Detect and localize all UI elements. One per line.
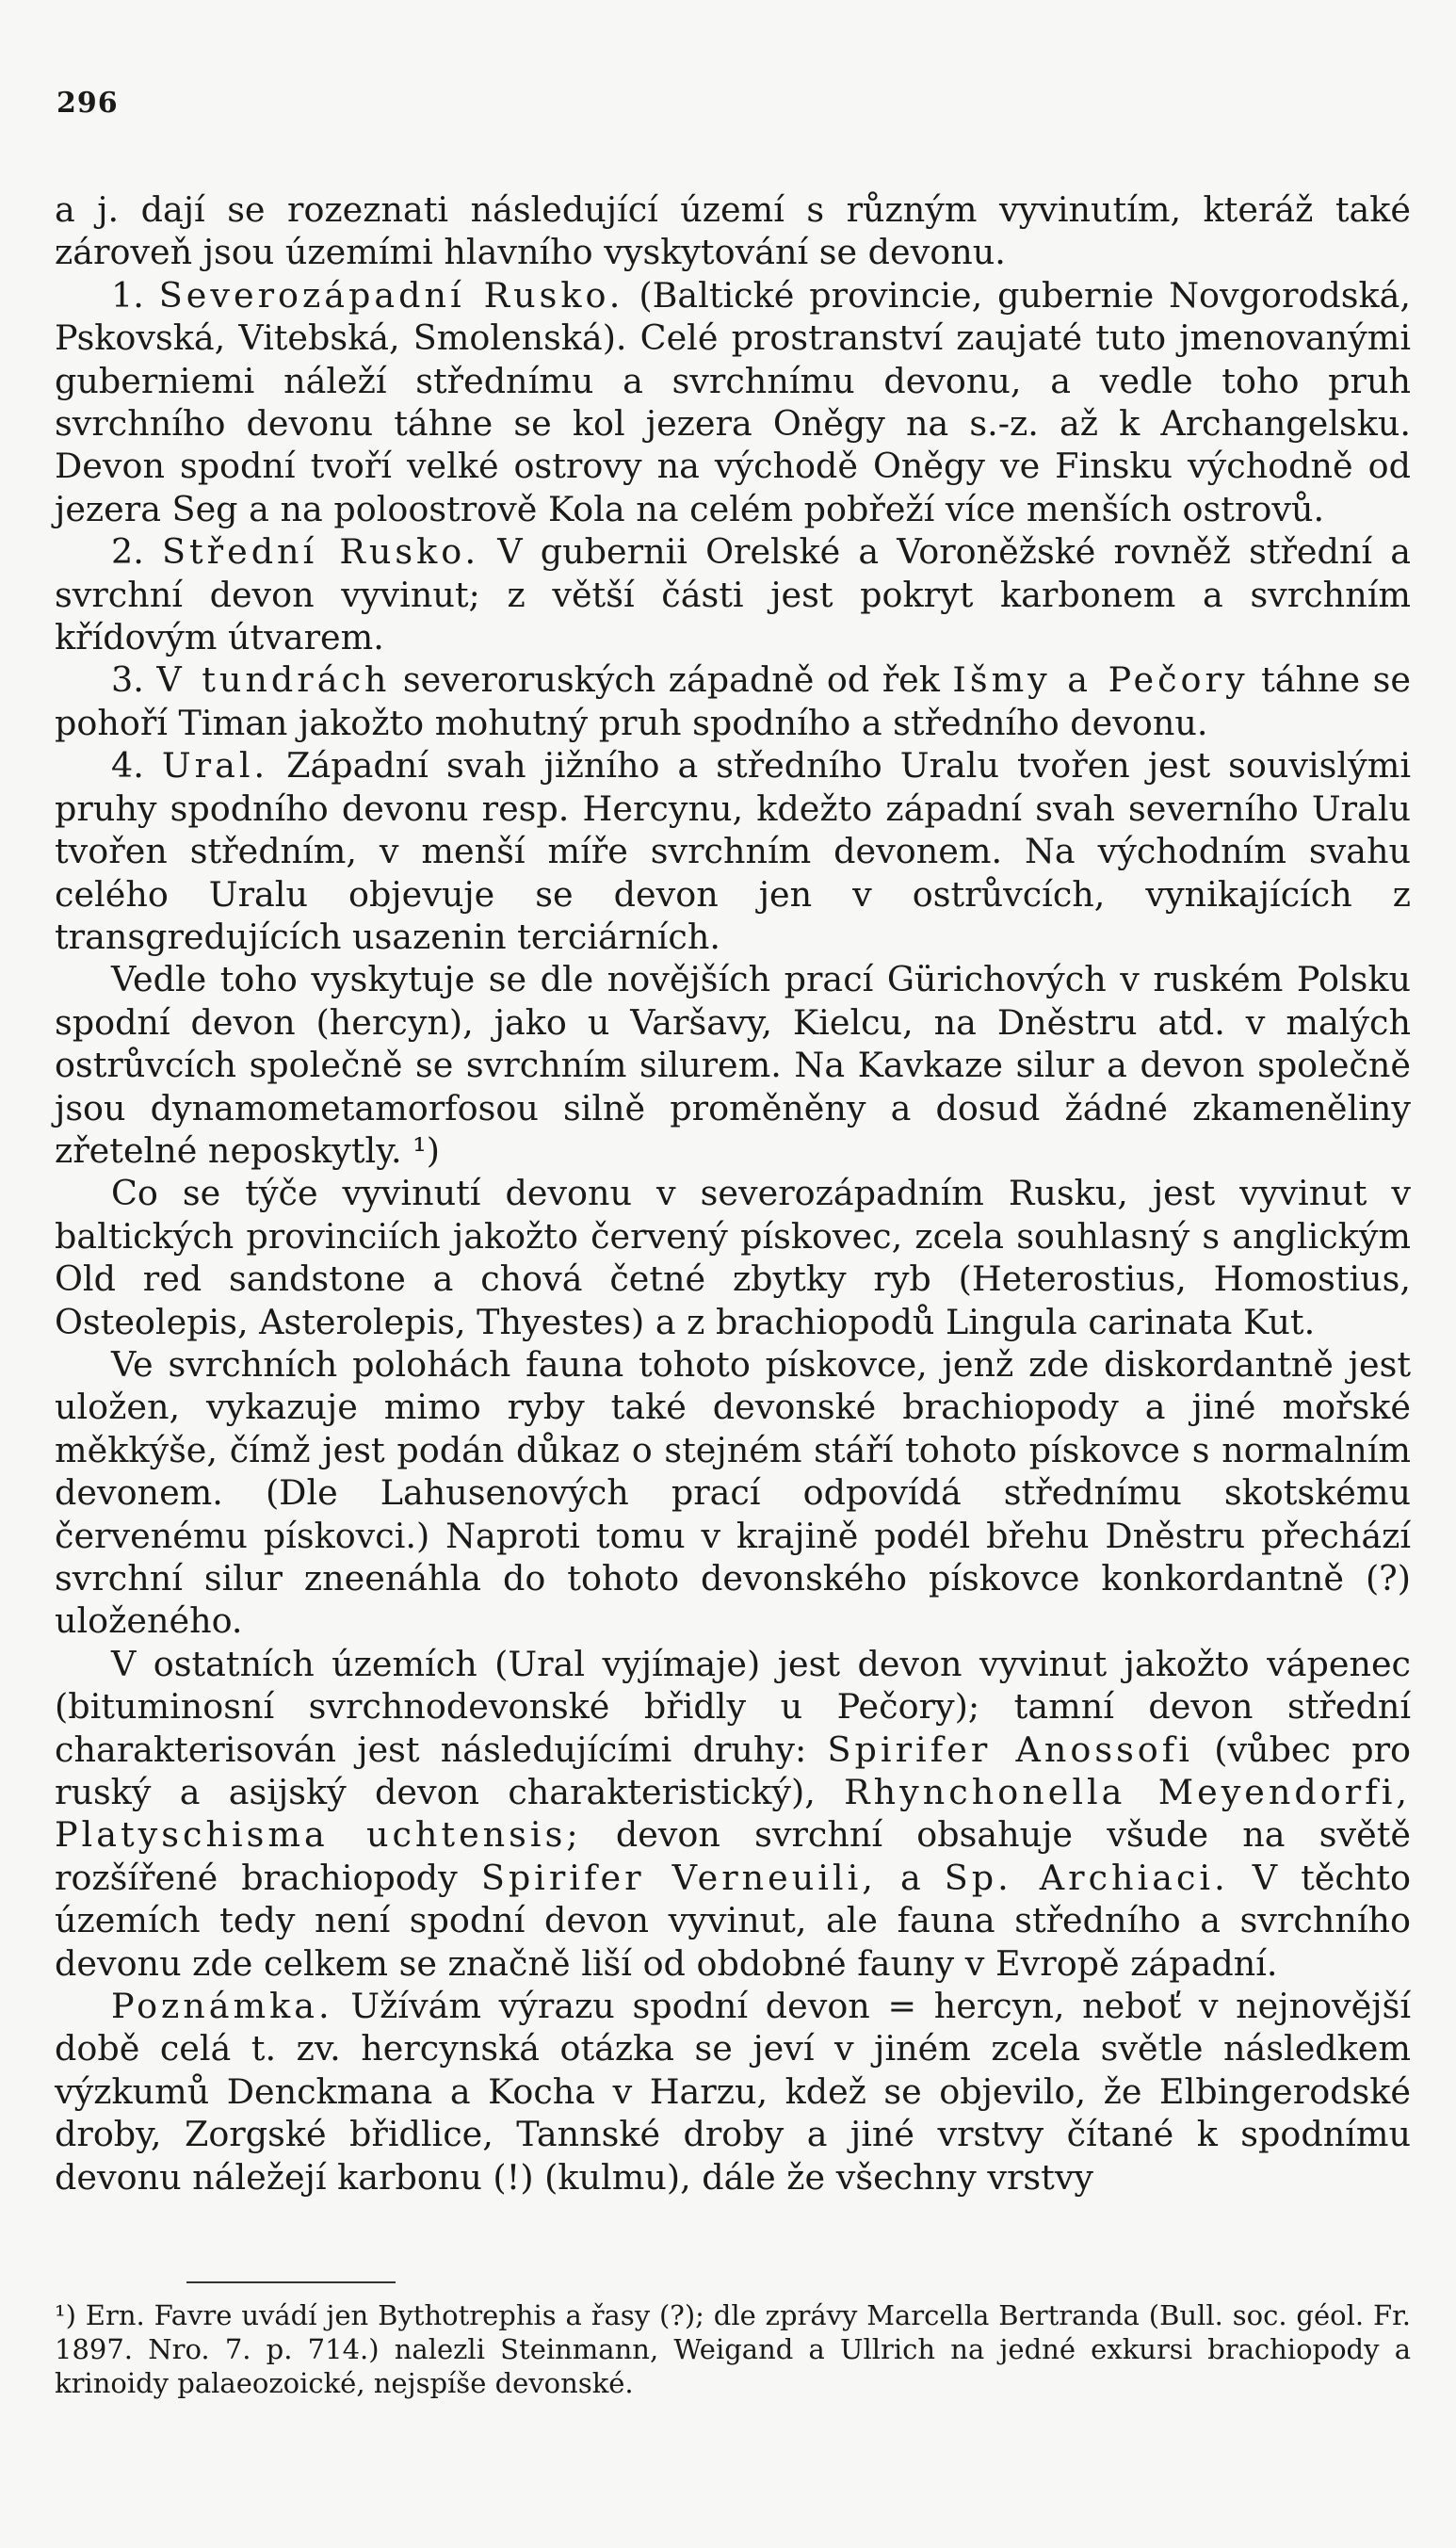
page-number: 296 — [57, 87, 119, 120]
paragraph — [55, 1343, 1411, 1643]
paragraph — [55, 274, 1411, 530]
text-run: V gubernii Orelské a Voroněžské rovněž střední a svrchní devon vyvinut; z větší části jest pokryt karbonem a svrchním křídovým útvarem. — [55, 531, 1411, 658]
text-run: (vůbec pro ruský a asijský devon charakteristický), — [55, 1728, 1411, 1813]
paragraph — [55, 1172, 1411, 1343]
paragraph — [55, 658, 1411, 744]
spaced-term: V tundrách — [156, 659, 391, 701]
text-run: 4. — [111, 745, 162, 787]
text-run: Západní svah jižního a středního Uralu tvořen jest souvislými pruhy spodního devonu resp. Hercynu, kdežto západní svah severního Uralu tvořen středním, v menší míře svrchním devonem. Na východním svahu celého Uralu objevuje se devon jen v ostrůvcích, vynikajících z transgredujících usazenin terciárních. — [55, 745, 1411, 957]
text-run: táhne se pohoří Timan jakožto mohutný pruh spodního a středního devonu. — [55, 659, 1411, 743]
paragraph — [55, 1643, 1411, 1985]
text-run: Ve svrchních polohách fauna tohoto pískovce, jenž zde diskordantně jest uložen, vykazuje mimo ryby také devonské brachiopody a jiné mořské měkkýše, čímž jest podán důkaz o stejném stáří tohoto pískovce s normalním devonem. (Dle Lahusenových prací odpovídá střednímu skotskému červenému pískovci.) Naproti tomu v krajině podél břehu Dněstru přechází svrchní silur zneenáhla do tohoto devonského pískovce konkordantně (?) uloženého. — [55, 1343, 1411, 1642]
paragraph — [55, 530, 1411, 658]
text-run: a j. dají se rozeznati následující území s různým vyvinutím, kteráž také zároveň jsou územími hlavního vyskytování se devonu. — [55, 189, 1411, 273]
text-run: a — [876, 1857, 945, 1898]
text-run: Vedle toho vyskytuje se dle novějších prací Gürichových v ruském Polsku spodní devon (hercyn), jako u Varšavy, Kielcu, na Dněstru atd. v malých ostrůvcích společně se svrchním silurem. Na Kavkaze silur a devon společně jsou dynamometamorfosou silně proměněny a dosud žádné zkameněliny zřetelné neposkytly. ¹) — [55, 959, 1411, 1171]
spaced-term: Sp. Archiaci. — [944, 1857, 1229, 1898]
paragraph — [55, 1985, 1411, 2199]
text-run: V těchto územích tedy není spodní devon vyvinut, ale fauna středního a svrchního devonu zde celkem se značně liší od obdobné fauny v Evropě západní. — [55, 1857, 1412, 1984]
spaced-term: Ural. — [161, 745, 269, 787]
text-run: severoruských západně od řek — [390, 659, 953, 701]
text-run: devon svrchní obsahuje všude na světě rozšířené brachiopody — [55, 1814, 1411, 1898]
spaced-term: Rhynchonella Meyendorfi, Platyschisma uchtensis; — [55, 1772, 1411, 1856]
footnote-divider — [186, 2281, 396, 2283]
spaced-term: Išmy a Pečory — [952, 659, 1249, 701]
text-run: 1. — [111, 274, 159, 316]
text-run: Užívám výrazu spodní devon = hercyn, neboť v nejnovější době celá t. zv. hercynská otázka se jeví v jiném zcela světle následkem výzkumů Denckmana a Kocha v Harzu, kdež se objevilo, že Elbingerodské droby, Zorgské břidlice, Tannské droby a jiné vrstvy čítané k spodnímu devonu náležejí karbonu (!) (kulmu), dále že všechny vrstvy — [55, 1986, 1411, 2198]
paragraph — [55, 958, 1411, 1172]
footnote — [55, 2298, 1411, 2400]
spaced-term: Střední Rusko. — [161, 531, 480, 573]
paragraph — [55, 744, 1411, 958]
paragraph — [55, 188, 1411, 274]
text-run: (Baltické provincie, gubernie Novgorodská, Pskovská, Vitebská, Smolenská). Celé prostranství zaujaté tuto jmenovanými guberniemi náleží střednímu a svrchnímu devonu, a vedle toho pruh svrchního devonu táhne se kol jezera Oněgy na s.-z. až k Archangelsku. Devon spodní tvoří velké ostrovy na východě Oněgy ve Finsku východně od jezera Seg a na poloostrově Kola na celém pobřeží více menších ostrovů. — [55, 274, 1411, 529]
footnote-text: ¹) Ern. Favre uvádí jen Bythotrephis a řasy (?); dle zprávy Marcella Bertranda (Bull. soc. géol. Fr. 1897. Nro. 7. p. 714.) nalezli Steinmann, Weigand a Ullrich na jedné exkursi brachiopody a krinoidy palaeozoické, nejspíše devonské. — [55, 2299, 1411, 2399]
text-run: V ostatních územích (Ural vyjímaje) jest devon vyvinut jakožto vápenec (bituminosní svrchnodevonské břidly u Pečory); tamní devon střední charakterisován jest následujícími druhy: — [55, 1643, 1411, 1770]
text-run: Co se týče vyvinutí devonu v severozápadním Rusku, jest vyvinut v baltických provinciích jakožto červený pískovec, zcela souhlasný s anglickým Old red sandstone a chová četné zbytky ryb (Heterostius, Homostius, Osteolepis, Asterolepis, Thyestes) a z brachiopodů Lingula carinata Kut. — [55, 1173, 1411, 1342]
body-text — [55, 188, 1411, 2199]
spaced-term: Poznámka. — [111, 1986, 333, 2027]
text-run: 3. — [111, 659, 157, 701]
spaced-term: Spirifer Verneuili, — [480, 1857, 877, 1898]
spaced-term: Spirifer Anossofi — [827, 1728, 1193, 1770]
spaced-term: Severozápadní Rusko. — [158, 274, 624, 316]
text-run: 2. — [111, 531, 162, 573]
